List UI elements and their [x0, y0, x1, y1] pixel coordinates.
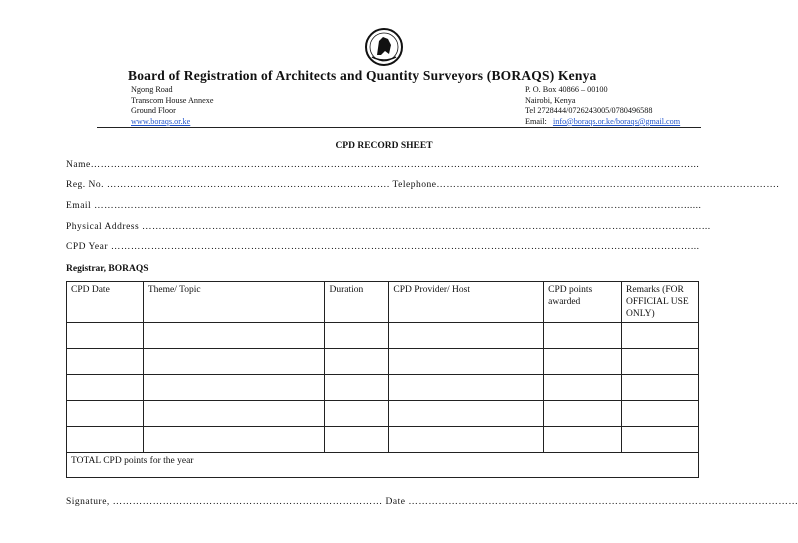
table-cell[interactable]: [389, 427, 544, 453]
boraqs-crest-logo: [364, 27, 404, 67]
signature-date-field[interactable]: Signature, ……………………………………………………………………… Date ………………………………………………………………………………………………………: [66, 497, 798, 507]
table-cell[interactable]: [389, 401, 544, 427]
website-link[interactable]: www.boraqs.or.ke: [131, 116, 191, 126]
reg-no-telephone-field[interactable]: Reg. No. …………………………………………………………………………. Telephone………………………………………………………………………………………….: [66, 180, 780, 190]
table-cell[interactable]: [622, 323, 699, 349]
email-line: [525, 117, 680, 128]
table-cell[interactable]: [622, 427, 699, 453]
table-cell[interactable]: [143, 427, 325, 453]
column-header-duration: Duration: [325, 282, 389, 323]
table-cell[interactable]: [325, 401, 389, 427]
header-divider: [97, 127, 701, 128]
table-cell[interactable]: [389, 375, 544, 401]
table-cell[interactable]: [67, 401, 144, 427]
table-cell[interactable]: [389, 349, 544, 375]
table-cell[interactable]: [622, 349, 699, 375]
total-row: [67, 453, 699, 478]
column-header-cpd-provider: CPD Provider/ Host: [389, 282, 544, 323]
column-header-cpd-points: CPD points awarded: [544, 282, 622, 323]
address-line: Ground Floor: [131, 106, 176, 116]
table-cell[interactable]: [389, 323, 544, 349]
table-cell[interactable]: [622, 401, 699, 427]
cpd-record-table: [66, 281, 699, 478]
table-cell[interactable]: [143, 323, 325, 349]
table-cell[interactable]: [67, 323, 144, 349]
table-cell[interactable]: [325, 323, 389, 349]
address-line: Transcom House Annexe: [131, 95, 214, 105]
table-row: [67, 323, 699, 349]
postal-address-line: P. O. Box 40866 – 00100: [525, 85, 608, 94]
table-cell[interactable]: [325, 427, 389, 453]
email-link[interactable]: info@boraqs.or.ke/boraqs@gmail.com: [552, 116, 681, 126]
table-cell[interactable]: [544, 401, 622, 427]
column-header-theme-topic: Theme/ Topic: [143, 282, 325, 323]
table-row: [67, 375, 699, 401]
name-field[interactable]: Name………………………………………………………………………………………………………………………………………………………………...: [66, 160, 700, 170]
table-cell[interactable]: [544, 323, 622, 349]
table-header-row: [67, 282, 699, 323]
table-cell[interactable]: [622, 375, 699, 401]
email-label: Email:: [525, 116, 547, 126]
table-cell[interactable]: [544, 375, 622, 401]
table-cell[interactable]: [143, 401, 325, 427]
cpd-year-field[interactable]: CPD Year …………………………………………………………………………………………………………………………………………………………...: [66, 242, 700, 252]
table-cell[interactable]: [544, 349, 622, 375]
city-line: Nairobi, Kenya: [525, 95, 576, 105]
table-cell[interactable]: [67, 427, 144, 453]
table-cell[interactable]: [143, 349, 325, 375]
email-field[interactable]: Email ……………………………………………………………………………………………………………………………………………………………......: [66, 201, 702, 211]
table-cell[interactable]: [325, 375, 389, 401]
table-row: [67, 349, 699, 375]
total-cpd-points-cell[interactable]: TOTAL CPD points for the year: [67, 453, 699, 478]
address-line: Ngong Road: [131, 85, 173, 94]
table-row: [67, 427, 699, 453]
table-cell[interactable]: [325, 349, 389, 375]
address-block-left: [131, 85, 213, 127]
column-header-remarks: Remarks (FOR OFFICIAL USE ONLY): [622, 282, 699, 323]
registrar-label: Registrar, BORAQS: [66, 264, 149, 274]
table-row: [67, 401, 699, 427]
sheet-title: CPD RECORD SHEET: [335, 141, 433, 151]
table-cell[interactable]: [143, 375, 325, 401]
table-cell[interactable]: [544, 427, 622, 453]
table-cell[interactable]: [67, 375, 144, 401]
physical-address-field[interactable]: Physical Address ……………………………………………………………………………………………………………………………………………………...: [66, 222, 711, 232]
organization-title: Board of Registration of Architects and Quantity Surveyors (BORAQS) Kenya: [128, 68, 597, 83]
address-block-right: [525, 85, 680, 127]
table-cell[interactable]: [67, 349, 144, 375]
telephone-line: Tel 2728444/0726243005/0780496588: [525, 106, 653, 116]
column-header-cpd-date: CPD Date: [67, 282, 144, 323]
